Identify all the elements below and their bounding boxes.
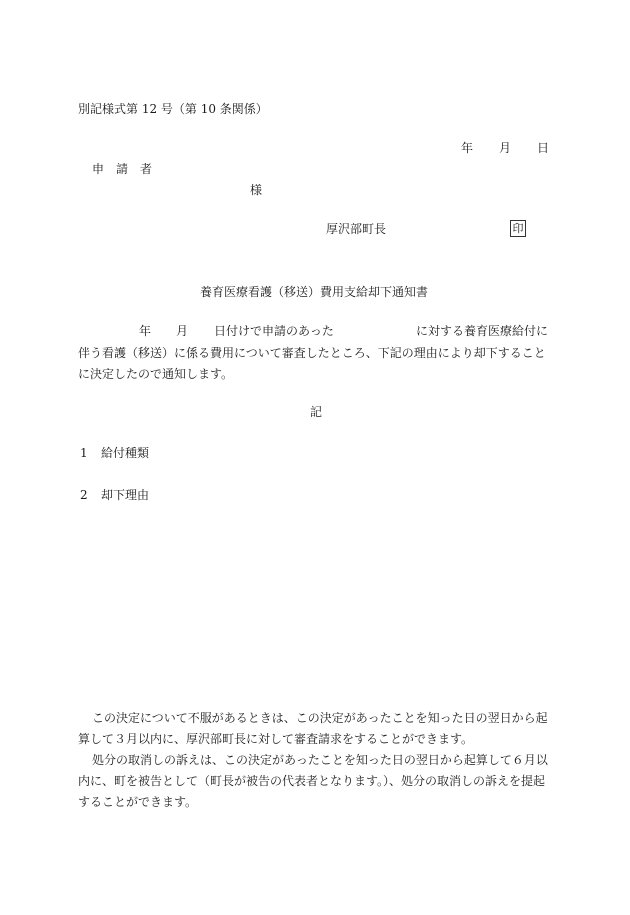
item-label: 却下理由 <box>101 488 150 502</box>
applicant-label: 申 請 者 <box>92 162 153 176</box>
item-number: 1 <box>80 446 88 460</box>
notice-line-1: この決定について不服があるときは、この決定があったことを知った日の翌日から起 <box>92 711 548 725</box>
notice-line-3: 処分の取消しの訴えは、この決定があったことを知った日の翌日から起算して６月以 <box>92 753 548 767</box>
ki-heading: 記 <box>310 405 323 419</box>
date-year: 年 <box>461 141 474 155</box>
seal-mark: 印 <box>510 220 526 237</box>
notice-line-2: 算して３月以内に、厚沢部町長に対して審査請求をすることができます。 <box>78 732 474 746</box>
date-month: 月 <box>499 141 512 155</box>
body-year: 年 <box>139 324 152 338</box>
form-label: 別記様式第 12 号（第 10 条関係） <box>78 102 268 116</box>
date-day: 日 <box>537 141 550 155</box>
issuer-name: 厚沢部町長 <box>326 222 387 236</box>
body-line2: 伴う看護（移送）に係る費用について審査したところ、下記の理由により却下すること <box>78 346 546 360</box>
document-title: 養育医療看護（移送）費用支給却下通知書 <box>200 285 429 299</box>
body-dated-text: 日付けで申請のあった <box>214 324 334 338</box>
notice-line-4: 内に、町を被告として（町長が被告の代表者となります。）、処分の取消しの訴えを提起 <box>78 774 546 788</box>
body-line3: に決定したので通知します。 <box>78 367 234 381</box>
item-number: 2 <box>80 488 88 502</box>
item-label: 給付種類 <box>101 446 150 460</box>
honorific: 様 <box>250 183 263 197</box>
body-month: 月 <box>176 324 189 338</box>
body-line1-end: に対する養育医療給付に <box>416 324 549 338</box>
notice-line-5: することができます。 <box>78 795 198 809</box>
